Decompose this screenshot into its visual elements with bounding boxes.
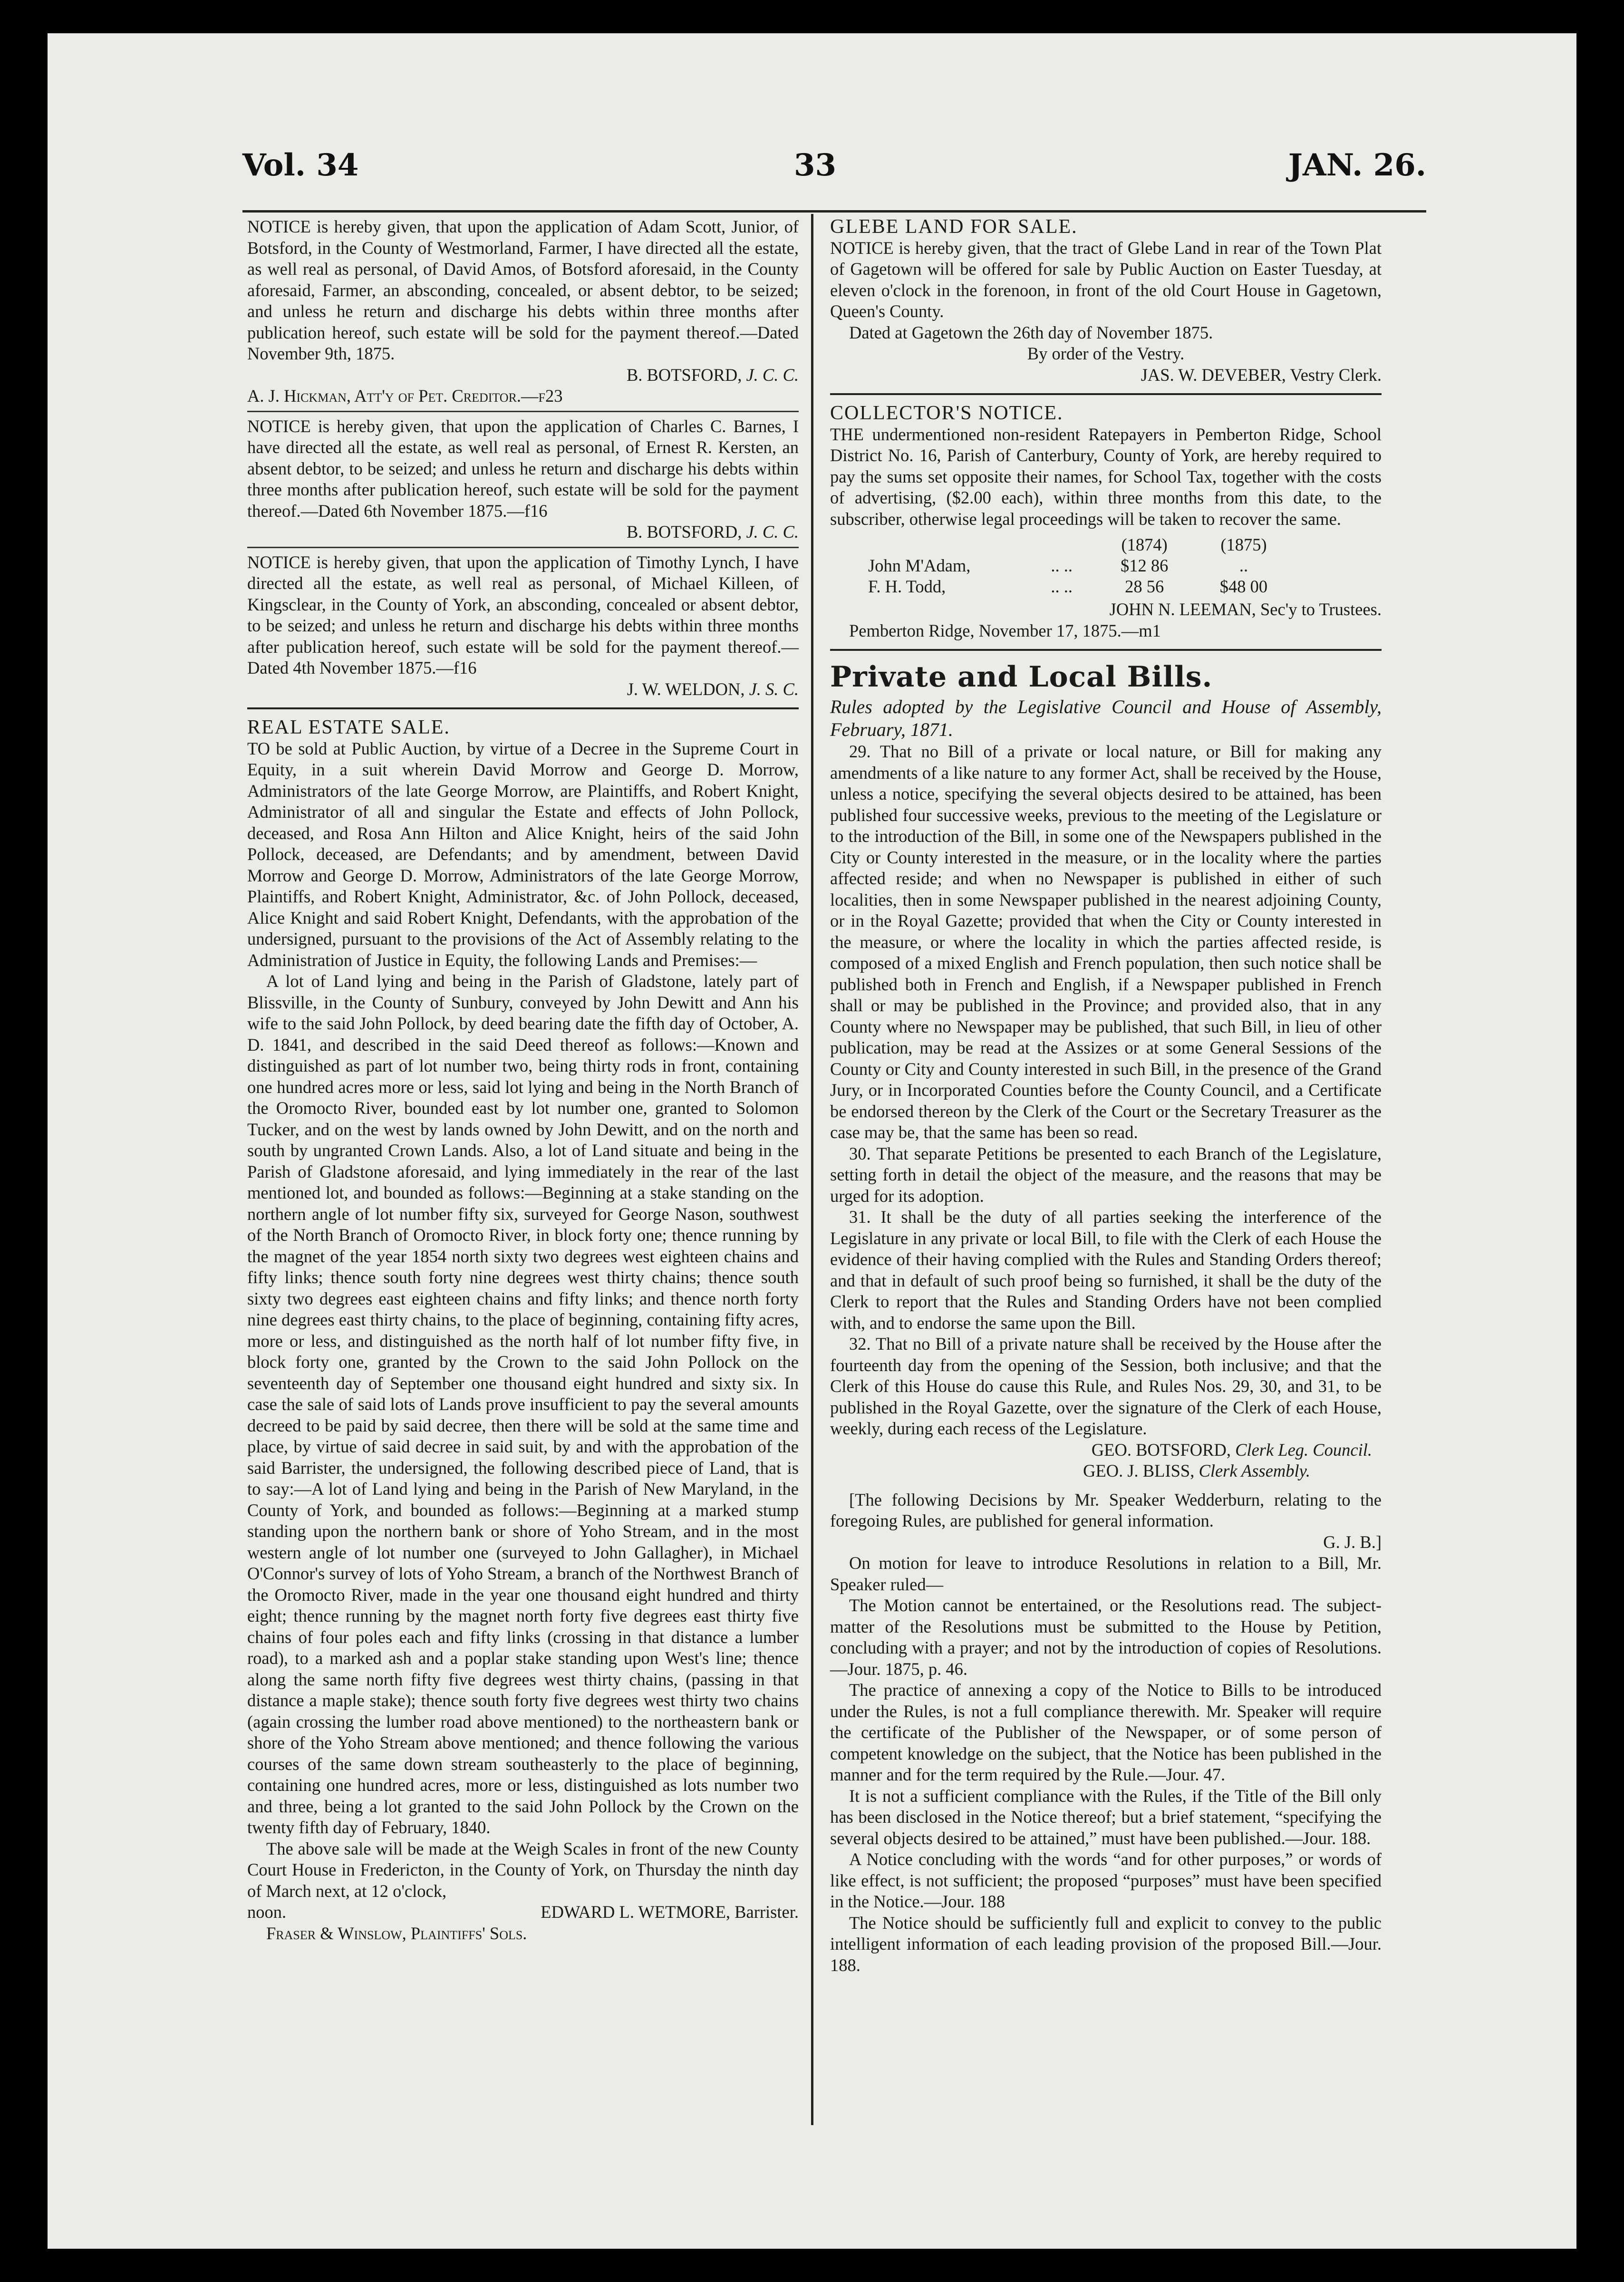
notice-killeen-signature [247, 679, 799, 700]
ratepayer-name: John M'Adam, [868, 556, 971, 575]
tax-table-header [830, 534, 1382, 555]
editor-initials: G. J. B.] [1323, 1532, 1382, 1552]
running-head [242, 147, 1426, 209]
notice-kersten-signature [247, 522, 799, 543]
tax-table [830, 534, 1382, 597]
real-estate-parcels: A lot of Land lying and being in the Parish of Gladstone, lately part of Blissville, in the County of Sunbury, conveyed by John Dewitt and Ann his wife to the said John Pollock, by deed bearing date the fifth day of October, A. D. 1841, and described in the said Deed thereof as follows:—Known and distinguished as part of lot number two, being thirty rods in front, containing one hundred acres more or less, said lot lying and being in the North Branch of the Oromocto River, bounded east by lot number one, granted to Solomon Tucker, and on the west by lands owned by John Dewitt, and on the north and south by ungranted Crown Lands. Also, a lot of Land situate and being in the Parish of Gladstone aforesaid, and lying immediately in the rear of the last mentioned lot, and bounded as follows:—Beginning at a stake standing on the northern angle of lot number fifty six, surveyed for George Nason, southwest of the North Branch of Oromocto River, in block forty one; thence running by the magnet of the year 1854 north sixty two degrees west eighteen chains and fifty links; thence south forty nine degrees west thirty chains; thence south sixty two degrees east eighteen chains and fifty links; and thence north forty nine degrees east thirty chains, to the place of beginning, containing fifty acres, more or less, and distinguished as the north half of lot number fifty five, in block forty one, granted by the Crown to the said John Pollock on the seventeenth day of September one thousand eight hundred and sixty six. In case the sale of said lots of Lands prove insufficient to pay the several amounts decreed to be paid by said decree, then there will be sold at the same time and place, by virtue of said decree in said suit, by and with the approbation of the said Barrister, the undersigned, the following described piece of Land, that is to say:—A lot of Land lying and being in the Parish of New Maryland, in the County of York, and bounded as follows:—Beginning at a marked stump standing upon the northern bank or shore of Yoho Stream, and in the most western angle of lot number one (surveyed to John Gallagher), in Michael O'Connor's survey of lots of Yoho Stream, a branch of the Northwest Branch of the Oromocto River, made in the year one thousand eight hundred and thirty eight; thence running by the magnet north forty five degrees east thirty five chains of four poles each and fifty links (crossing in that distance a lumber road), to a marked ash and a poplar stake standing upon West's line; thence along the same north fifty five degrees west thirty chains, (passing in that distance a maple stake); thence south forty five degrees west thirty two chains (again crossing the lumber road above mentioned) to the northeastern bank or shore of the Yoho Stream above mentioned; and thence following the various courses of the same down stream southeasterly to the place of beginning, containing one hundred acres, more or less, distinguished as lots number two and three, being a lot granted to the said John Pollock by the Crown on the twenty fifth day of February, 1840. [247, 971, 799, 1837]
sale-time: noon. [247, 1902, 287, 1922]
notice-amos [247, 216, 799, 407]
table-row [830, 576, 1382, 597]
signature-title: J. S. C. [749, 679, 799, 699]
issue-date: JAN. 26. [1288, 147, 1426, 183]
clerk-assembly-signature [830, 1460, 1382, 1482]
editor-note: [The following Decisions by Mr. Speaker Wedderburn, relating to the foregoing Rules, are published for general information. [830, 1489, 1382, 1530]
column-divider [811, 214, 813, 2125]
bills-heading: Private and Local Bills. [830, 660, 1213, 694]
private-local-bills [830, 658, 1382, 1976]
notice-kersten-text: NOTICE is hereby given, that upon the application of Charles C. Barnes, I have directed all the estate, as well real as personal, of Ernest R. Kersten, an absent debtor, to be seized; and unless he return and discharge his debts within three months after publication hereof, such estate will be sold for the payment thereof.—Dated 6th November 1875.—f16 [247, 416, 799, 521]
glebe-order: By order of the Vestry. [1027, 344, 1185, 363]
col-1874: (1874) [1121, 535, 1168, 554]
collector-text: THE undermentioned non-resident Ratepayers in Pemberton Ridge, School District No. 16, Parish of Canterbury, County of York, are hereby required to pay the sums set opposite their names, for School Tax, together with the costs of advertising, ($2.00 each), within three months from this date, to the subscriber, otherwise legal proceedings will be taken to recover the same. [830, 424, 1382, 529]
glebe-land-notice [830, 216, 1382, 386]
col-1875: (1875) [1220, 535, 1267, 554]
separator-rule [830, 649, 1382, 651]
signature-title: Clerk Leg. Council. [1235, 1440, 1372, 1460]
real-estate-intro: TO be sold at Public Auction, by virtue of a Decree in the Supreme Court in Equity, in a suit wherein David Morrow and George D. Morrow, Administrators of the late George Morrow, are Plaintiffs, and Robert Knight, Administrator of all and singular the Estate and effects of John Pollock, deceased, and Rosa Ann Hilton and Alice Knight, heirs of the said John Pollock, deceased, are Defendants; and by amendment, between David Morrow and George D. Morrow, Administrators of the late George Morrow, Plaintiffs, and Robert Knight, Administrator, &c. of John Pollock, deceased, Alice Knight and said Robert Knight, Defendants, with the approbation of the undersigned, pursuant to the provisions of the Act of Assembly relating to the Administration of Justice in Equity, the following Lands and Premises:— [247, 738, 799, 970]
collector-signature: JOHN N. LEEMAN, Sec'y to Trustees. [1109, 600, 1382, 619]
page-number: 33 [794, 147, 837, 183]
decision-3: It is not a sufficient compliance with the Rules, if the Title of the Bill only has been disclosed in the Notice thereof; but a brief statement, “specifying the several objects desired to be attained,” must have been published.—Jour. 188. [830, 1786, 1382, 1848]
separator-rule [247, 547, 799, 548]
signature-name: J. W. WELDON, [627, 679, 745, 699]
notice-amos-attorney: A. J. Hickman, Att'y of Pet. Creditor.—f23 [247, 386, 563, 406]
notice-killeen-text: NOTICE is hereby given, that upon the application of Timothy Lynch, I have directed all the estate, as well real as personal, of Michael Killeen, of Kingsclear, in the County of York, an absconding, concealed or absent debtor, to be seized; and unless he return and discharge his debts within three months after publication hereof, such estate will be sold for the payment thereof.—Dated 4th November 1875.—f16 [247, 552, 799, 677]
separator-rule [247, 707, 799, 709]
collectors-notice [830, 403, 1382, 641]
rule-29: 29. That no Bill of a private or local nature, or Bill for making any amendments of a like nature to any former Act, shall be received by the House, unless a notice, specifying the several objects desired to be attained, has been published four successive weeks, previous to the meeting of the Legislature or to the introduction of the Bill, in some one of the Newspapers published in the City or County interested in the measure, or in the locality where the parties affected reside; and when no Newspaper is published in either of such localities, then in some Newspaper published in the nearest adjoining County, or in the Royal Gazette; provided that when the City or County interested in the measure, or where the locality in which the parties affected reside, is composed of a mixed English and French population, then such notice shall be published both in French and English, if a Newspaper published in French shall or may be published in the Province; and provided also, that in any County where no Newspaper may be published, that such Bill, in lieu of other publication, may be read at the Assizes or at some General Sessions of the County or City and County interested in such Bill, in the presence of the Grand Jury, or in Incorporated Counties before the County Council, and a Certificate be endorsed thereon by the Clerk of the Court or the Secretary Treasurer as the case may be, that the same has been so read. [830, 742, 1382, 1142]
table-row [830, 555, 1382, 576]
right-column [830, 216, 1382, 1976]
notice-amos-signature [247, 365, 799, 386]
signature-title: Clerk Assembly. [1199, 1461, 1310, 1480]
rule-30: 30. That separate Petitions be presented to each Branch of the Legislature, setting forth in detail the object of the measure, and the reasons that may be urged for its adoption. [830, 1143, 1382, 1206]
signature-title: J. C. C. [746, 365, 799, 385]
real-estate-signature-row [247, 1902, 799, 1923]
notice-amos-text: NOTICE is hereby given, that upon the application of Adam Scott, Junior, of Botsford, in the County of Westmorland, Farmer, I have directed all the estate, as well real as personal, of David Amos, of Botsford aforesaid, in the County aforesaid, Farmer, an absconding, concealed, or absent debtor, to be seized; and unless he return and discharge his debts within three months after publication hereof, such estate will be sold for the payment thereof.—Dated November 9th, 1875. [247, 217, 799, 363]
glebe-text: NOTICE is hereby given, that the tract of Glebe Land in rear of the Town Plat of Gagetown will be offered for sale by Public Auction on Easter Tuesday, at eleven o'clock in the forenoon, in front of the old Court House in Gagetown, Queen's County. [830, 238, 1382, 321]
left-column [247, 216, 799, 1944]
decision-1-intro: On motion for leave to introduce Resolutions in relation to a Bill, Mr. Speaker ruled— [830, 1553, 1382, 1594]
amount-1874: $12 86 [1120, 556, 1169, 575]
separator-rule [247, 411, 799, 412]
real-estate-sale-terms: The above sale will be made at the Weigh Scales in front of the new County Court House in Fredericton, in the County of York, on Thursday the ninth day of March next, at 12 o'clock, [247, 1838, 799, 1901]
decision-1-text: The Motion cannot be entertained, or the Resolutions read. The subject-matter of the Resolutions must be submitted to the House by Petition, concluding with a prayer; and not by the introduction of copies of Resolutions.—Jour. 1875, p. 46. [830, 1595, 1382, 1679]
real-estate-sale [247, 717, 799, 1944]
decision-5: The Notice should be sufficiently full and explicit to convey to the public intelligent information of each leading provision of the proposed Bill.—Jour. 188. [830, 1913, 1382, 1975]
signature-title: J. C. C. [746, 522, 799, 541]
leader-dots: .. .. [1051, 556, 1073, 575]
gazette-page [48, 33, 1576, 2249]
amount-1874: 28 56 [1125, 577, 1164, 596]
barrister-signature: EDWARD L. WETMORE, Barrister. [541, 1902, 799, 1922]
solicitors-line: Fraser & Winslow, Plaintiffs' Sols. [266, 1923, 527, 1943]
notice-kersten [247, 416, 799, 543]
rule-32: 32. That no Bill of a private nature shall be received by the House after the fourteenth day from the opening of the Session, both inclusive; and that the Clerk of this House do cause this Rule, and Rules Nos. 29, 30, and 31, to be published in the Royal Gazette, over the signature of the Clerk of each House, weekly, during each recess of the Legislature. [830, 1334, 1382, 1438]
amount-1875: $48 00 [1219, 577, 1268, 596]
signature-name: B. BOTSFORD, [626, 365, 742, 385]
decision-2: The practice of annexing a copy of the Notice to Bills to be introduced under the Rules, is not a full compliance therewith. Mr. Speaker will require the certificate of the Publisher of the Newspaper, or of some person of competent knowledge on the subject, that the Notice has been published in the manner and for the term required by the Rule.—Jour. 47. [830, 1680, 1382, 1784]
header-rule [242, 210, 1426, 213]
glebe-heading: GLEBE LAND FOR SALE. [830, 216, 1078, 238]
collector-dated: Pemberton Ridge, November 17, 1875.—m1 [849, 620, 1161, 640]
signature-name: GEO. J. BLISS, [1083, 1461, 1195, 1480]
real-estate-heading: REAL ESTATE SALE. [247, 716, 450, 738]
decision-4: A Notice concluding with the words “and for other purposes,” or words of like effect, is not sufficient; the proposed “purposes” must have been specified in the Notice.—Jour. 188 [830, 1849, 1382, 1911]
clerk-council-signature [830, 1440, 1382, 1461]
signature-name: B. BOTSFORD, [626, 522, 742, 541]
bills-subheading: Rules adopted by the Legislative Council and House of Assembly, February, 1871. [830, 696, 1382, 740]
separator-rule [830, 393, 1382, 395]
amount-1875: .. [1239, 556, 1248, 575]
glebe-signature: JAS. W. DEVEBER, Vestry Clerk. [1141, 365, 1382, 385]
collector-heading: COLLECTOR'S NOTICE. [830, 402, 1063, 424]
volume-label: Vol. 34 [242, 147, 359, 183]
rule-31: 31. It shall be the duty of all parties seeking the interference of the Legislature in any private or local Bill, to file with the Clerk of each House the evidence of their having complied with the Rules and Standing Orders thereof; and that in default of such proof being so furnished, it shall be the duty of the Clerk to report that the Rules and Standing Orders have not been complied with, and to endorse the same upon the Bill. [830, 1207, 1382, 1333]
glebe-dated: Dated at Gagetown the 26th day of November 1875. [849, 322, 1213, 342]
ratepayer-name: F. H. Todd, [868, 577, 946, 596]
signature-name: GEO. BOTSFORD, [1091, 1440, 1231, 1460]
leader-dots: .. .. [1051, 577, 1073, 596]
notice-killeen [247, 552, 799, 700]
